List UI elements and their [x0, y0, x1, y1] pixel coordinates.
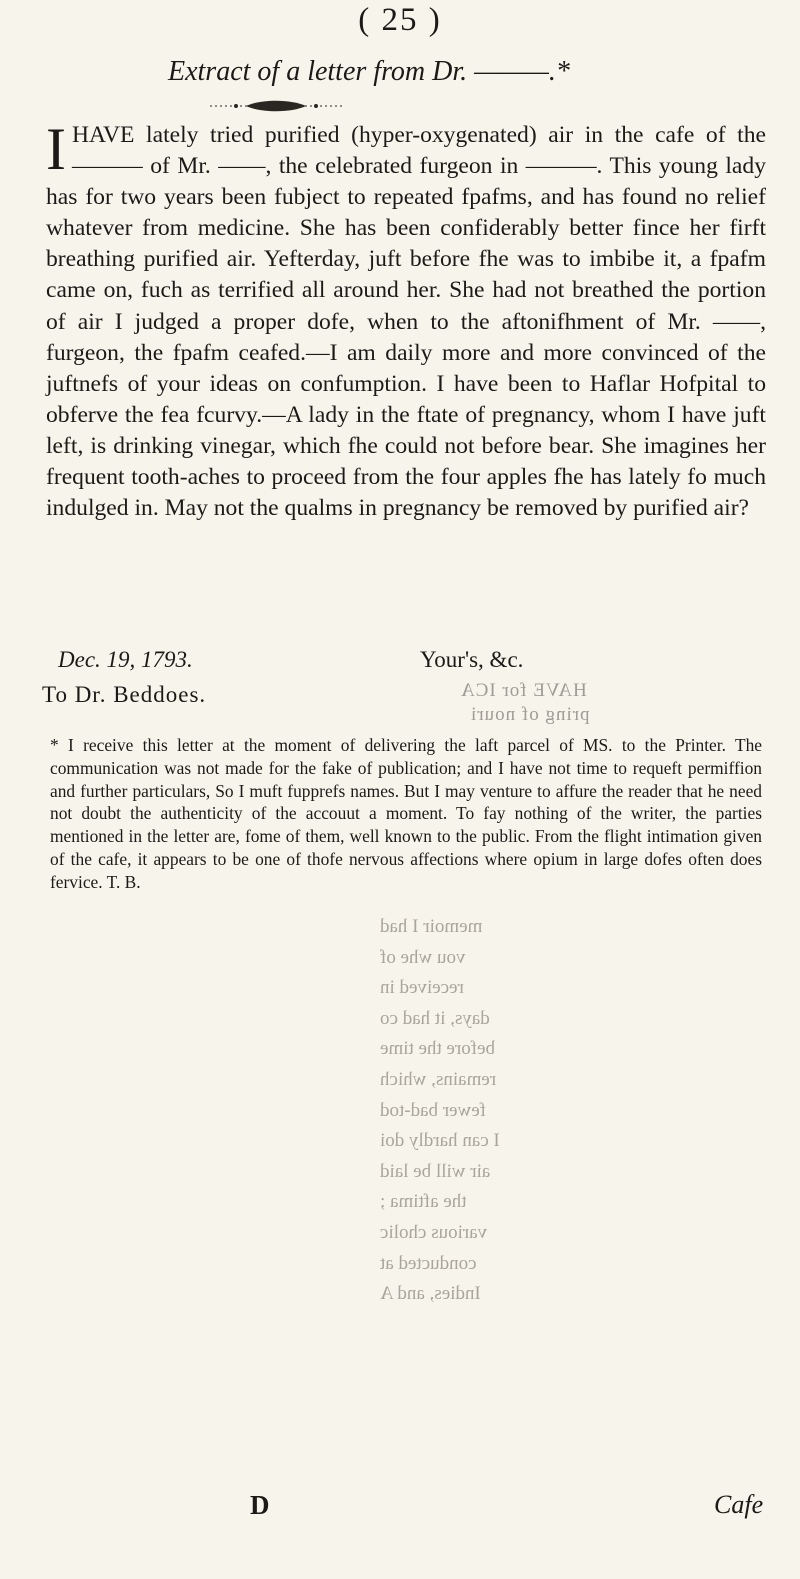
dateline: Dec. 19, 1793. — [58, 647, 193, 672]
salutation: Your's, &c. — [420, 647, 524, 672]
bleed-through-line: various cholic — [380, 1221, 488, 1243]
bleed-through-line: received in — [380, 977, 464, 999]
bleed-through-line: fewer bad-tod — [380, 1099, 487, 1121]
drop-cap: I — [46, 116, 66, 182]
bleed-through-line: the aftima ; — [380, 1191, 467, 1213]
bleed-through-line: Indies, and A — [380, 1283, 481, 1305]
bleed-through-line: before the time — [380, 1038, 496, 1060]
bleed-through-block — [380, 912, 770, 1310]
ornament-rule-icon — [206, 98, 346, 114]
bleed-through-line: vou whe of — [380, 946, 466, 968]
page-number: ( 25 ) — [358, 2, 442, 38]
bleed-through-line: air will be laid — [380, 1160, 491, 1182]
catchword: Cafe — [714, 1490, 764, 1519]
letter-heading: Extract of a letter from Dr. ———.* — [168, 56, 570, 87]
bleed-through-line: days, it had co — [380, 1007, 490, 1029]
bleed-through-line: I can hardly doi — [380, 1130, 500, 1152]
bleed-through-line: memoir I had — [380, 916, 483, 937]
bleed-through-line: remains, which — [380, 1068, 497, 1090]
bleed-through-line: conducted at — [380, 1252, 477, 1274]
recipient: To Dr. Beddoes. — [42, 682, 207, 707]
letter-body — [46, 116, 766, 524]
signature-mark: D — [250, 1490, 270, 1520]
bleed-through-text: pring of nouri — [470, 704, 590, 725]
letter-body-text: HAVE lately tried purified (hyper-oxygenated) air in the cafe of the ——— of Mr. ——, the celebrated furgeon in ———. This young lady has for two years been fubject to repeated fpafms, and has found no relief whatever from medicine. She has been confiderably better fince her firft breathing purified air. Yefterday, juft before fhe was to imbibe it, a fpafm came on, fuch as terrified all around her. She had not breathed the portion of air I judged a proper dofe, when to the aftonifhment of Mr. ——, furgeon, the fpafm ceafed.—I am daily more and more convinced of the juftnefs of your ideas on confumption. I have been to Haflar Hofpital to obferve the fea fcurvy.—A lady in the ftate of pregnancy, whom I have juft left, is drinking vinegar, which fhe could not before bear. She imagines her frequent tooth-aches to proceed from the four apples fhe has lately fo much indulged in. May not the qualms in pregnancy be removed by purified air? — [46, 122, 766, 522]
footnote: * I receive this letter at the moment of delivering the laft parcel of MS. to the Printer. The communication was not made for the fake of publication; and I have not time to requeft permiffion and further particulars, So I muft fupprefs names. But I may venture to affure the reader that he need not doubt the authenticity of the accouut a moment. To fay nothing of the writer, the parties mentioned in the letter are, fome of them, well known to the public. From the flight intimation given of the cafe, it appears to be one of thofe nervous affections where opium in large dofes often does fervice. T. B. — [50, 735, 762, 892]
bleed-through-text: HAVE for ICA — [460, 680, 587, 701]
